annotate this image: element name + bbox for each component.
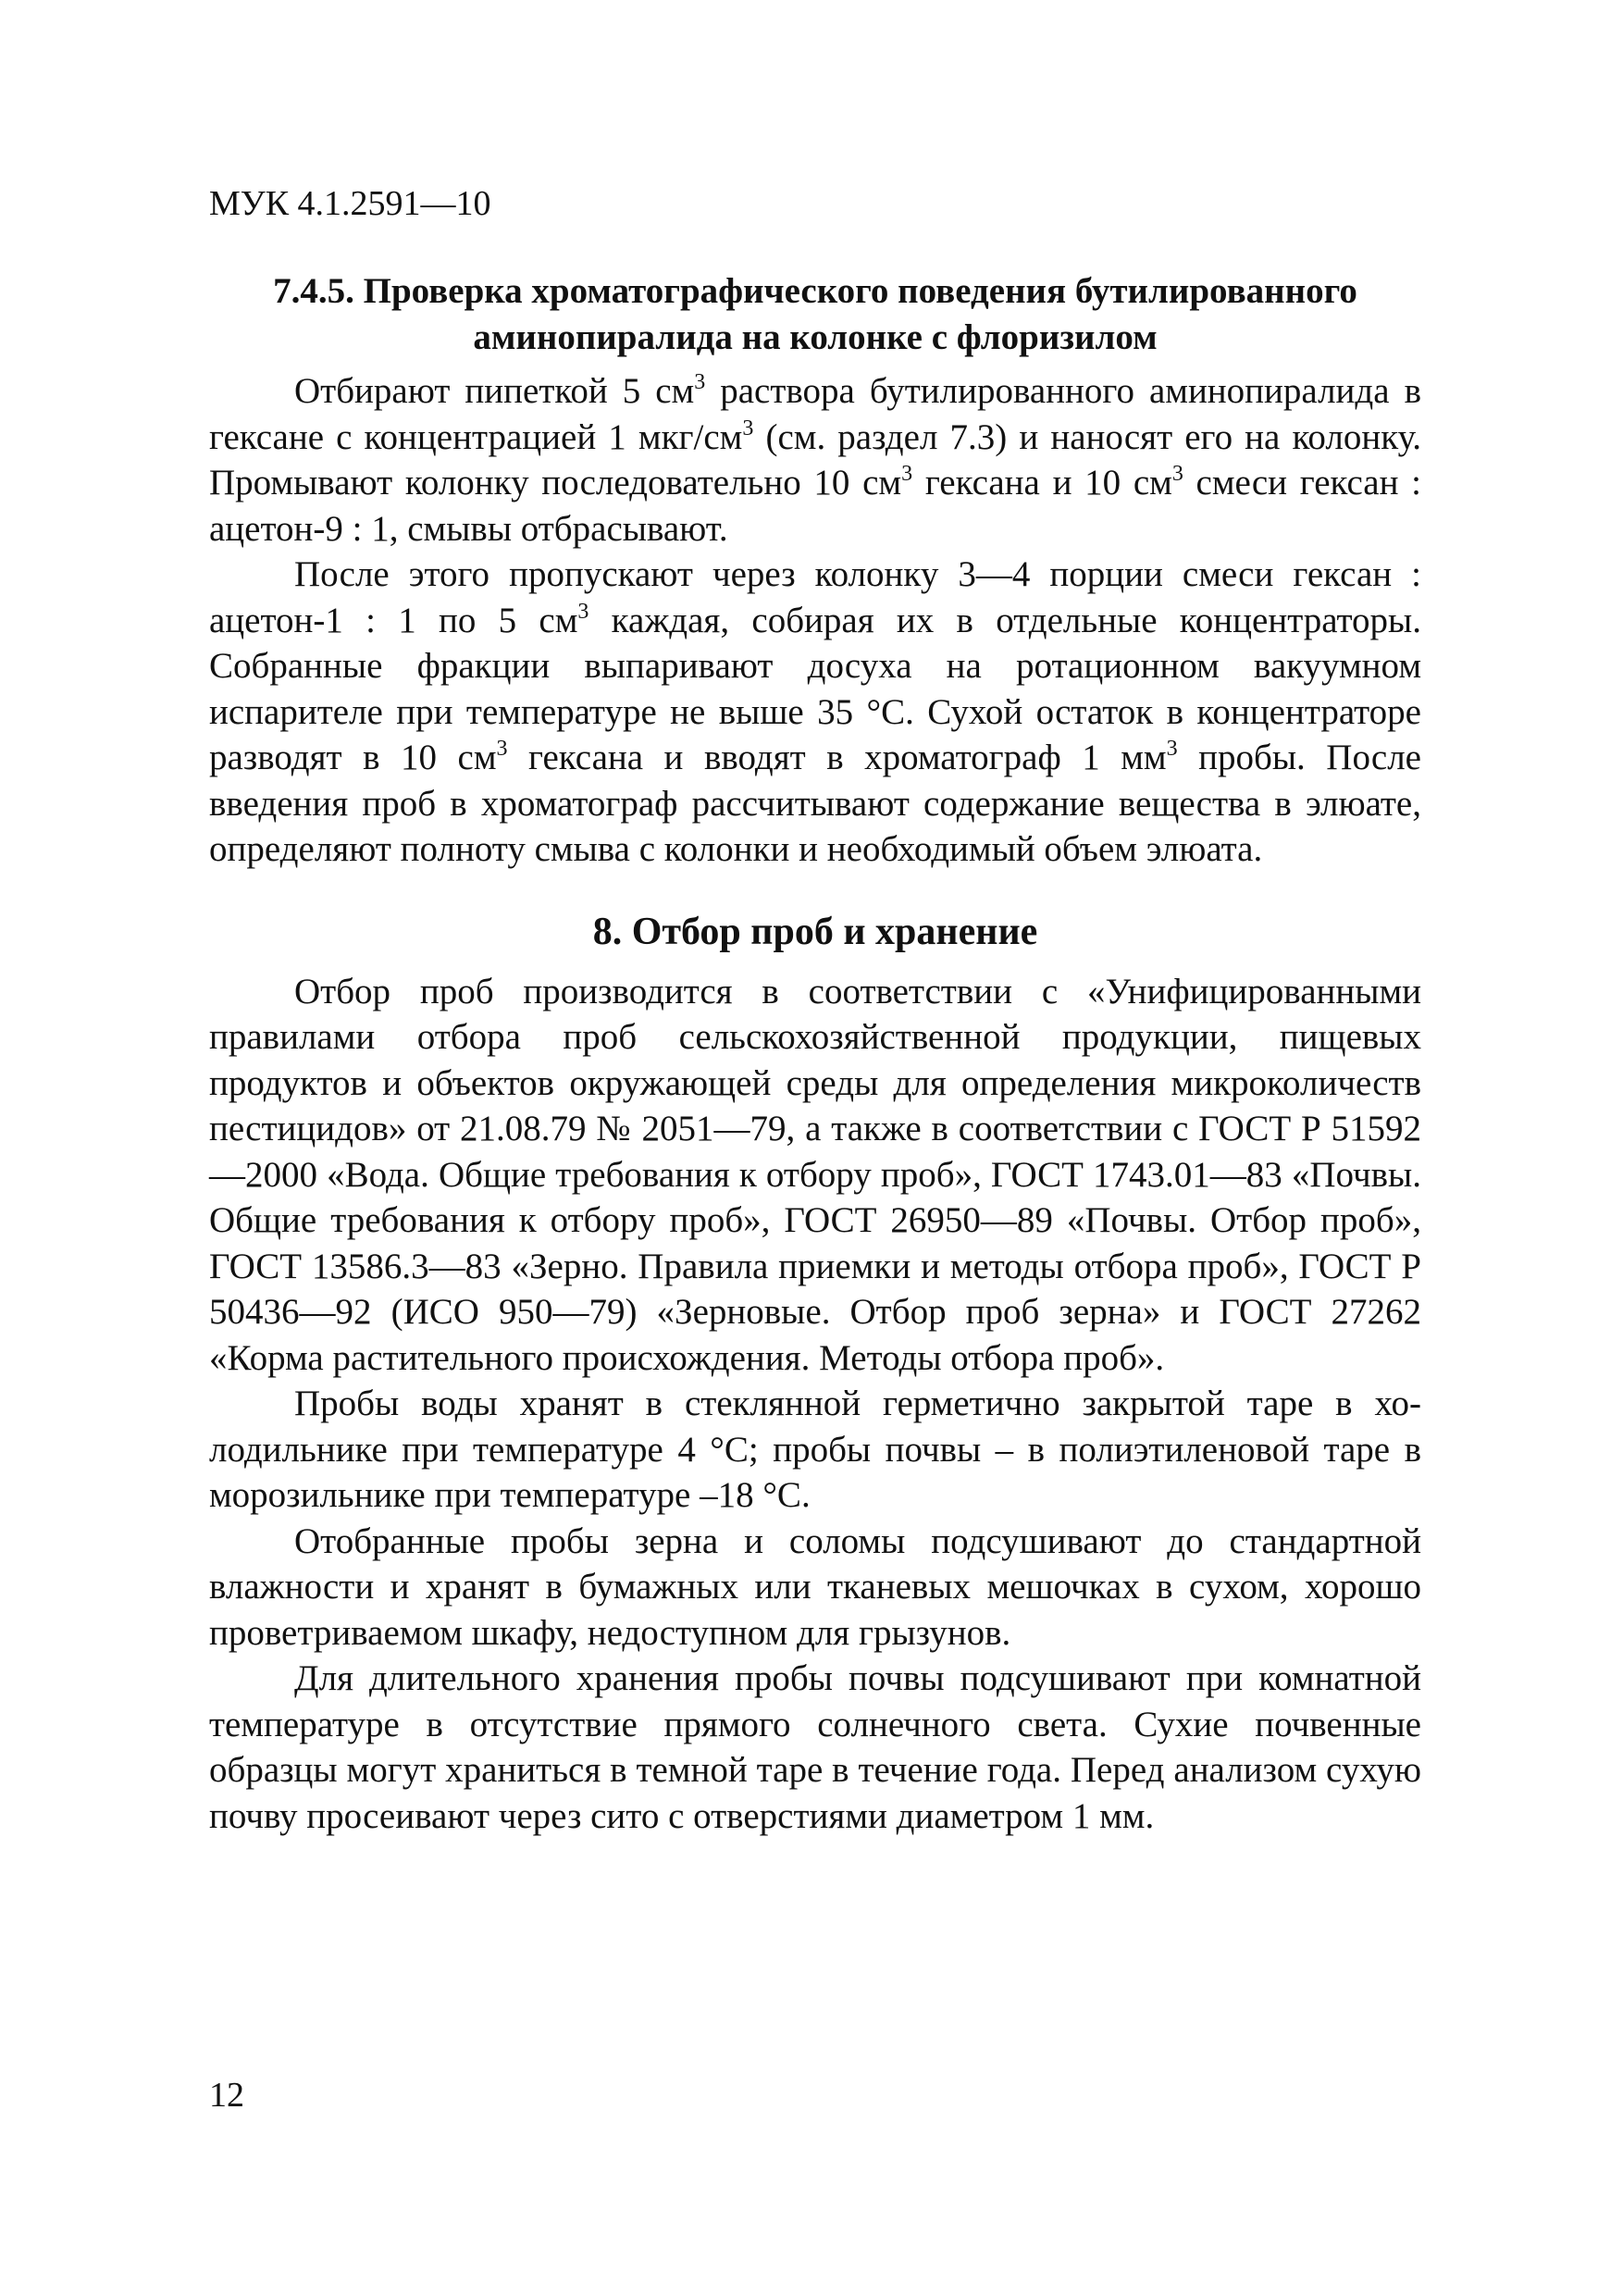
superscript: 3 xyxy=(496,737,508,761)
text-run: гексана и 10 см xyxy=(912,463,1172,503)
paragraph-long-term-soil-storage: Для длительного хранения пробы почвы подсушивают при комнатной температуре в отсутствие прямого солнечного света. Сухие почвенные образцы могут храниться в темной таре в течение года. Перед анализом сухую почву просеивают через сито с отверстиями диаметром 1 мм. xyxy=(209,1658,1421,1836)
paragraph-pipette-sample xyxy=(209,368,1421,552)
text-run: После этого пропускают через колонку 3—4 порции смеси гексан : ацетон-1 : 1 по 5 см xyxy=(209,554,1421,640)
running-header-doc-code: МУК 4.1.2591—10 xyxy=(209,184,491,223)
text-run: пробы. После введения проб в хроматограф рассчитывают содержание вещества в элюате, определяют полноту смыва с колонки и необходимый объем элюата. xyxy=(209,738,1421,869)
section-title-8: 8. Отбор проб и хранение xyxy=(592,910,1038,953)
paragraph-sampling-rules: Отбор проб производится в соответствии с «Унифицированными правилами отбора проб сельскохозяйственной продукции, пищевых продуктов и объектов окружающей среды для определения микроколичеств пестицидов» от 21.08.79 № 2051—79, а также в соответствии с ГОСТ Р 51592—2000 «Вода. Общие требования к отбору проб», ГОСТ 1743.01—83 «Почвы. Общие требования к отбору проб», ГОСТ 26950—89 «Почвы. Отбор проб», ГОСТ 13586.3—83 «Зерно. Правила приемки и методы отбора проб», ГОСТ Р 50436—92 (ИСО 950—79) «Зерновые. Отбор проб зерна» и ГОСТ 27262 «Корма растительного происхождения. Методы отбора проб». xyxy=(209,971,1421,1378)
superscript: 3 xyxy=(901,462,913,486)
superscript: 3 xyxy=(694,370,706,394)
subsection-title-7-4-5 xyxy=(209,268,1421,361)
paragraph-elution-procedure xyxy=(209,552,1421,873)
subsection-title-line-2: аминопиралида на колонке с флоризилом xyxy=(473,317,1158,357)
superscript: 3 xyxy=(1171,462,1183,486)
text-run: Отбирают пипеткой 5 см xyxy=(294,371,695,411)
text-run: раствора бутилированного аминопиралида в гексане с концентрацией 1 мкг/см xyxy=(209,371,1421,457)
text-run: каждая, собирая их в отдельные концентраторы. Собранные фракции выпаривают досуха на ротационном вакуумном испарителе при температуре не выше 35 °С. Сухой остаток в концентраторе разводят в 10 см xyxy=(209,600,1421,777)
subsection-title-line-1: 7.4.5. Проверка хроматографического поведения бутилированного xyxy=(273,271,1357,311)
text-run: смеси гексан : ацетон-9 : 1, смывы отбрасывают. xyxy=(209,463,1421,549)
paragraph-water-soil-storage: Пробы воды хранят в стеклянной герметично закрытой таре в холодильнике при температуре 4 °С; пробы почвы – в полиэтиленовой таре в морозильнике при температуре –18 °С. xyxy=(209,1384,1421,1515)
superscript: 3 xyxy=(742,416,754,441)
text-run: гексана и вводят в хроматограф 1 мм xyxy=(507,738,1167,777)
text-run: (см. раздел 7.3) и наносят его на колонку. Промывают колонку последовательно 10 см xyxy=(209,416,1421,503)
superscript: 3 xyxy=(577,599,589,624)
superscript: 3 xyxy=(1166,737,1178,761)
page-number: 12 xyxy=(209,2076,244,2115)
page-content xyxy=(209,268,1421,1839)
paragraph-grain-straw-storage: Отобранные пробы зерна и соломы подсушивают до стандартной влажности и хранят в бумажных или тканевых мешочках в сухом, хорошо проветриваемом шкафу, недоступном для грызунов. xyxy=(209,1520,1421,1653)
